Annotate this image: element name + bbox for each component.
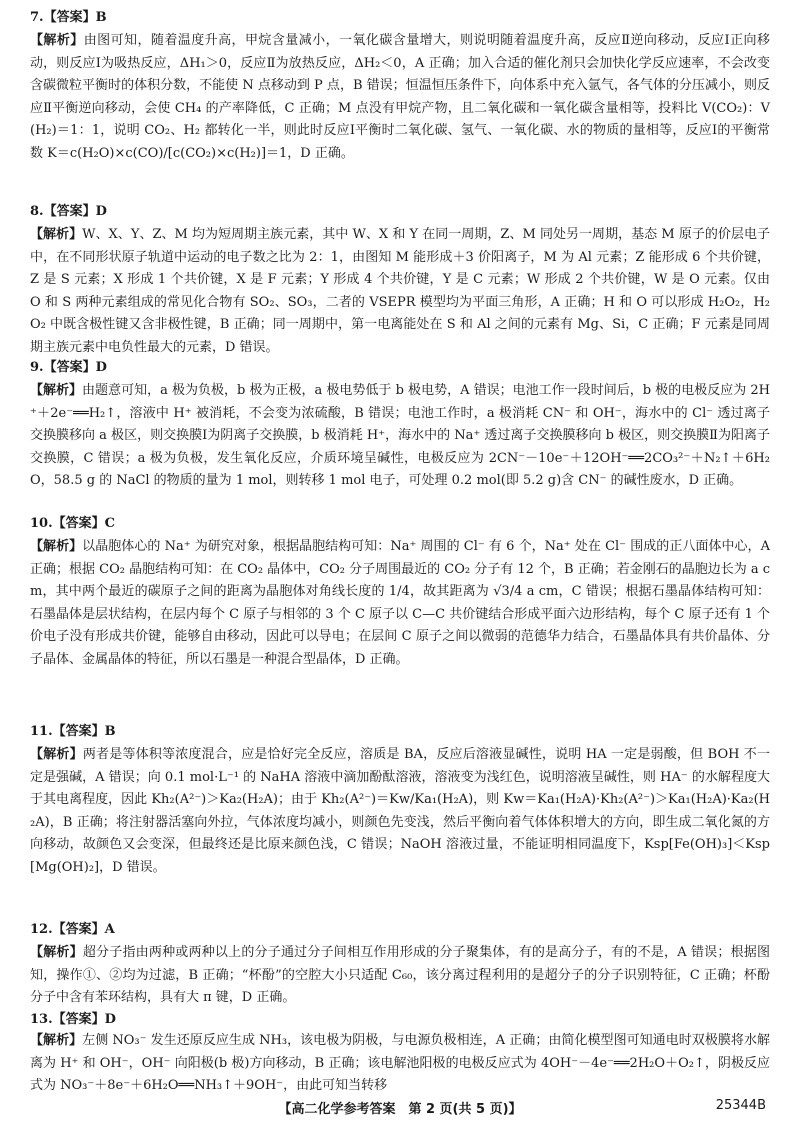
answer-8-analysis	[30, 224, 770, 360]
analysis-tag: 【解析】	[30, 227, 83, 242]
analysis-tag: 【解析】	[30, 747, 83, 762]
answer-11-label: 11.【答案】B	[30, 724, 116, 739]
analysis-tag: 【解析】	[30, 539, 83, 554]
answer-11-text: 两者是等体积等浓度混合，应是恰好完全反应，溶质是 BA，反应后溶液显碱性，说明 HA 一定是弱酸，但 BOH 不一定是强碱，A 错误；向 0.1 mol·L⁻¹ 的 NaHA 溶液中滴加酚酞溶液，溶液变为浅红色，说明溶液呈碱性，则 HA⁻ 的水解程度大于其电离程度，因此 Kh₂(A²⁻)＞Ka₂(H₂A)；由于 Kh₂(A²⁻)＝Kw/Ka₁(H₂A)，则 Kw＝Ka₁(H₂A)·Kh₂(A²⁻)＞Ka₁(H₂A)·Ka₂(H₂A)，B 正确；将注射器活塞向外拉，气体浓度均减小，则颜色先变浅，然后平衡向着气体体积增大的方向，即生成二氧化氮的方向移动，故颜色又会变深，但最终还是比原来颜色浅，C 错误；NaOH 溶液过量，不能证明相同温度下，Ksp[Fe(OH)₃]＜Ksp[Mg(OH)₂]，D 错误。	[30, 747, 770, 875]
answer-13-analysis	[30, 1030, 770, 1098]
answer-10-text: 以晶胞体心的 Na⁺ 为研究对象，根据晶胞结构可知：Na⁺ 周围的 Cl⁻ 有 6 个，Na⁺ 处在 Cl⁻ 围成的正八面体中心，A 正确；根据 CO₂ 晶胞结构可知：在 CO₂ 晶体中，CO₂ 分子周围最近的 CO₂ 分子有 12 个，B 正确；若金刚石的晶胞边长为 a cm，其中两个最近的碳原子之间的距离为晶胞体对角线长度的 1/4，故其距离为 √3/4 a cm，C 错误；根据石墨晶体结构可知：石墨晶体是层状结构，在层内每个 C 原子与相邻的 3 个 C 原子以 C—C 共价键结合形成平面六边形结构，每个 C 原子还有 1 个价电子没有形成共价键，能够自由移动，因此可以导电；在层间 C 原子之间以微弱的范德华力结合，石墨晶体具有共价晶体、分子晶体、金属晶体的特征，所以石墨是一种混合型晶体，D 正确。	[30, 539, 770, 667]
answer-9-text: 由题意可知，a 极为负极，b 极为正极，a 极电势低于 b 极电势，A 错误；电池工作一段时间后，b 极的电极反应为 2H⁺＋2e⁻══H₂↑，溶液中 H⁺ 被消耗，不会变为浓硫酸，B 错误；电池工作时，a 极消耗 CN⁻ 和 OH⁻，海水中的 Cl⁻ 透过离子交换膜移向 a 极区，则交换膜Ⅰ为阴离子交换膜，b 极消耗 H⁺，海水中的 Na⁺ 透过离子交换膜移向 b 极区，则交换膜Ⅱ为阳离子交换膜，C 错误；a 极为负极，发生氧化反应，介质环境呈碱性，电极反应为 2CN⁻－10e⁻＋12OH⁻══2CO₃²⁻＋N₂↑＋6H₂O，58.5 g 的 NaCl 的物质的量为 1 mol，则转移 1 mol 电子，可处理 0.2 mol(即 5.2 g)含 CN⁻ 的碱性废水，D 正确。	[30, 383, 770, 489]
answer-10-label: 10.【答案】C	[30, 516, 115, 531]
answer-9-label: 9.【答案】D	[30, 360, 107, 375]
page-footer	[0, 1098, 800, 1122]
answer-8-label: 8.【答案】D	[30, 204, 107, 219]
analysis-tag: 【解析】	[30, 945, 83, 960]
analysis-tag: 【解析】	[30, 1033, 83, 1048]
analysis-tag: 【解析】	[30, 33, 84, 48]
footer-paper-code: 25344B	[715, 1098, 766, 1113]
answer-12-analysis	[30, 942, 770, 1010]
answer-9-analysis	[30, 380, 770, 493]
answer-11-analysis	[30, 744, 770, 880]
answer-12-label: 12.【答案】A	[30, 922, 115, 937]
answer-12-text: 超分子指由两种或两种以上的分子通过分子间相互作用形成的分子聚集体，有的是高分子，有的不是，A 错误；根据图知，操作①、②均为过滤，B 正确；“杯酚”的空腔大小只适配 C₆₀，该分离过程利用的是超分子的分子识别特征，C 正确；杯酚分子中含有苯环结构，具有大 π 键，D 正确。	[30, 945, 770, 1006]
answer-8-text: W、X、Y、Z、M 均为短周期主族元素，其中 W、X 和 Y 在同一周期，Z、M 同处另一周期，基态 M 原子的价层电子中，在不同形状原子轨道中运动的电子数之比为 2：1，由图知 M 能形成＋3 价阳离子，M 为 Al 元素；Z 能形成 6 个共价键，Z 是 S 元素；X 形成 1 个共价键，X 是 F 元素；Y 形成 4 个共价键，Y 是 C 元素；W 形成 2 个共价键，W 是 O 元素。仅由 O 和 S 两种元素组成的常见化合物有 SO₂、SO₃，二者的 VSEPR 模型均为平面三角形，A 正确；H 和 O 可以形成 H₂O₂，H₂O₂ 中既含极性键又含非极性键，B 正确；同一周期中，第一电离能处在 S 和 Al 之间的元素有 Mg、Si，C 正确；F 元素是同周期主族元素中电负性最大的元素，D 错误。	[30, 227, 770, 355]
answer-13-label: 13.【答案】D	[30, 1012, 116, 1027]
answer-7-text: 由图可知，随着温度升高，甲烷含量减小，一氧化碳含量增大，则说明随着温度升高，反应Ⅱ逆向移动，反应Ⅰ正向移动，则反应Ⅰ为吸热反应，ΔH₁＞0，反应Ⅱ为放热反应，ΔH₂＜0，A 正确；加入合适的催化剂只会加快化学反应速率，不会改变含碳微粒平衡时的体积分数，不能使 N 点移动到 P 点，B 错误；恒温恒压条件下，向体系中充入氩气，各气体的分压减小，则反应Ⅱ平衡逆向移动，会使 CH₄ 的产率降低，C 正确；M 点没有甲烷产物，且二氧化碳和一氧化碳含量相等，投料比 V(CO₂)：V(H₂)＝1：1，说明 CO₂、H₂ 都转化一半，则此时反应Ⅰ平衡时二氧化碳、氢气、一氧化碳、水的物质的量相等，反应Ⅰ的平衡常数 K＝c(H₂O)×c(CO)/[c(CO₂)×c(H₂)]＝1，D 正确。	[30, 33, 770, 161]
analysis-tag: 【解析】	[30, 383, 83, 398]
answer-10-analysis	[30, 536, 770, 672]
answer-13-text: 左侧 NO₃⁻ 发生还原反应生成 NH₃，该电极为阴极，与电源负极相连，A 正确；由简化模型图可知通电时双极膜将水解离为 H⁺ 和 OH⁻，OH⁻ 向阳极(b 极)方向移动，B 正确；该电解池阳极的电极反应式为 4OH⁻－4e⁻══2H₂O＋O₂↑，阴极反应式为 NO₃⁻＋8e⁻＋6H₂O══NH₃↑＋9OH⁻，由此可知当转移	[30, 1033, 770, 1094]
answer-7-analysis	[30, 30, 770, 166]
answer-7-label: 7.【答案】B	[30, 10, 107, 25]
footer-page-info: 【高二化学参考答案 第 2 页(共 5 页)】	[278, 1102, 522, 1117]
